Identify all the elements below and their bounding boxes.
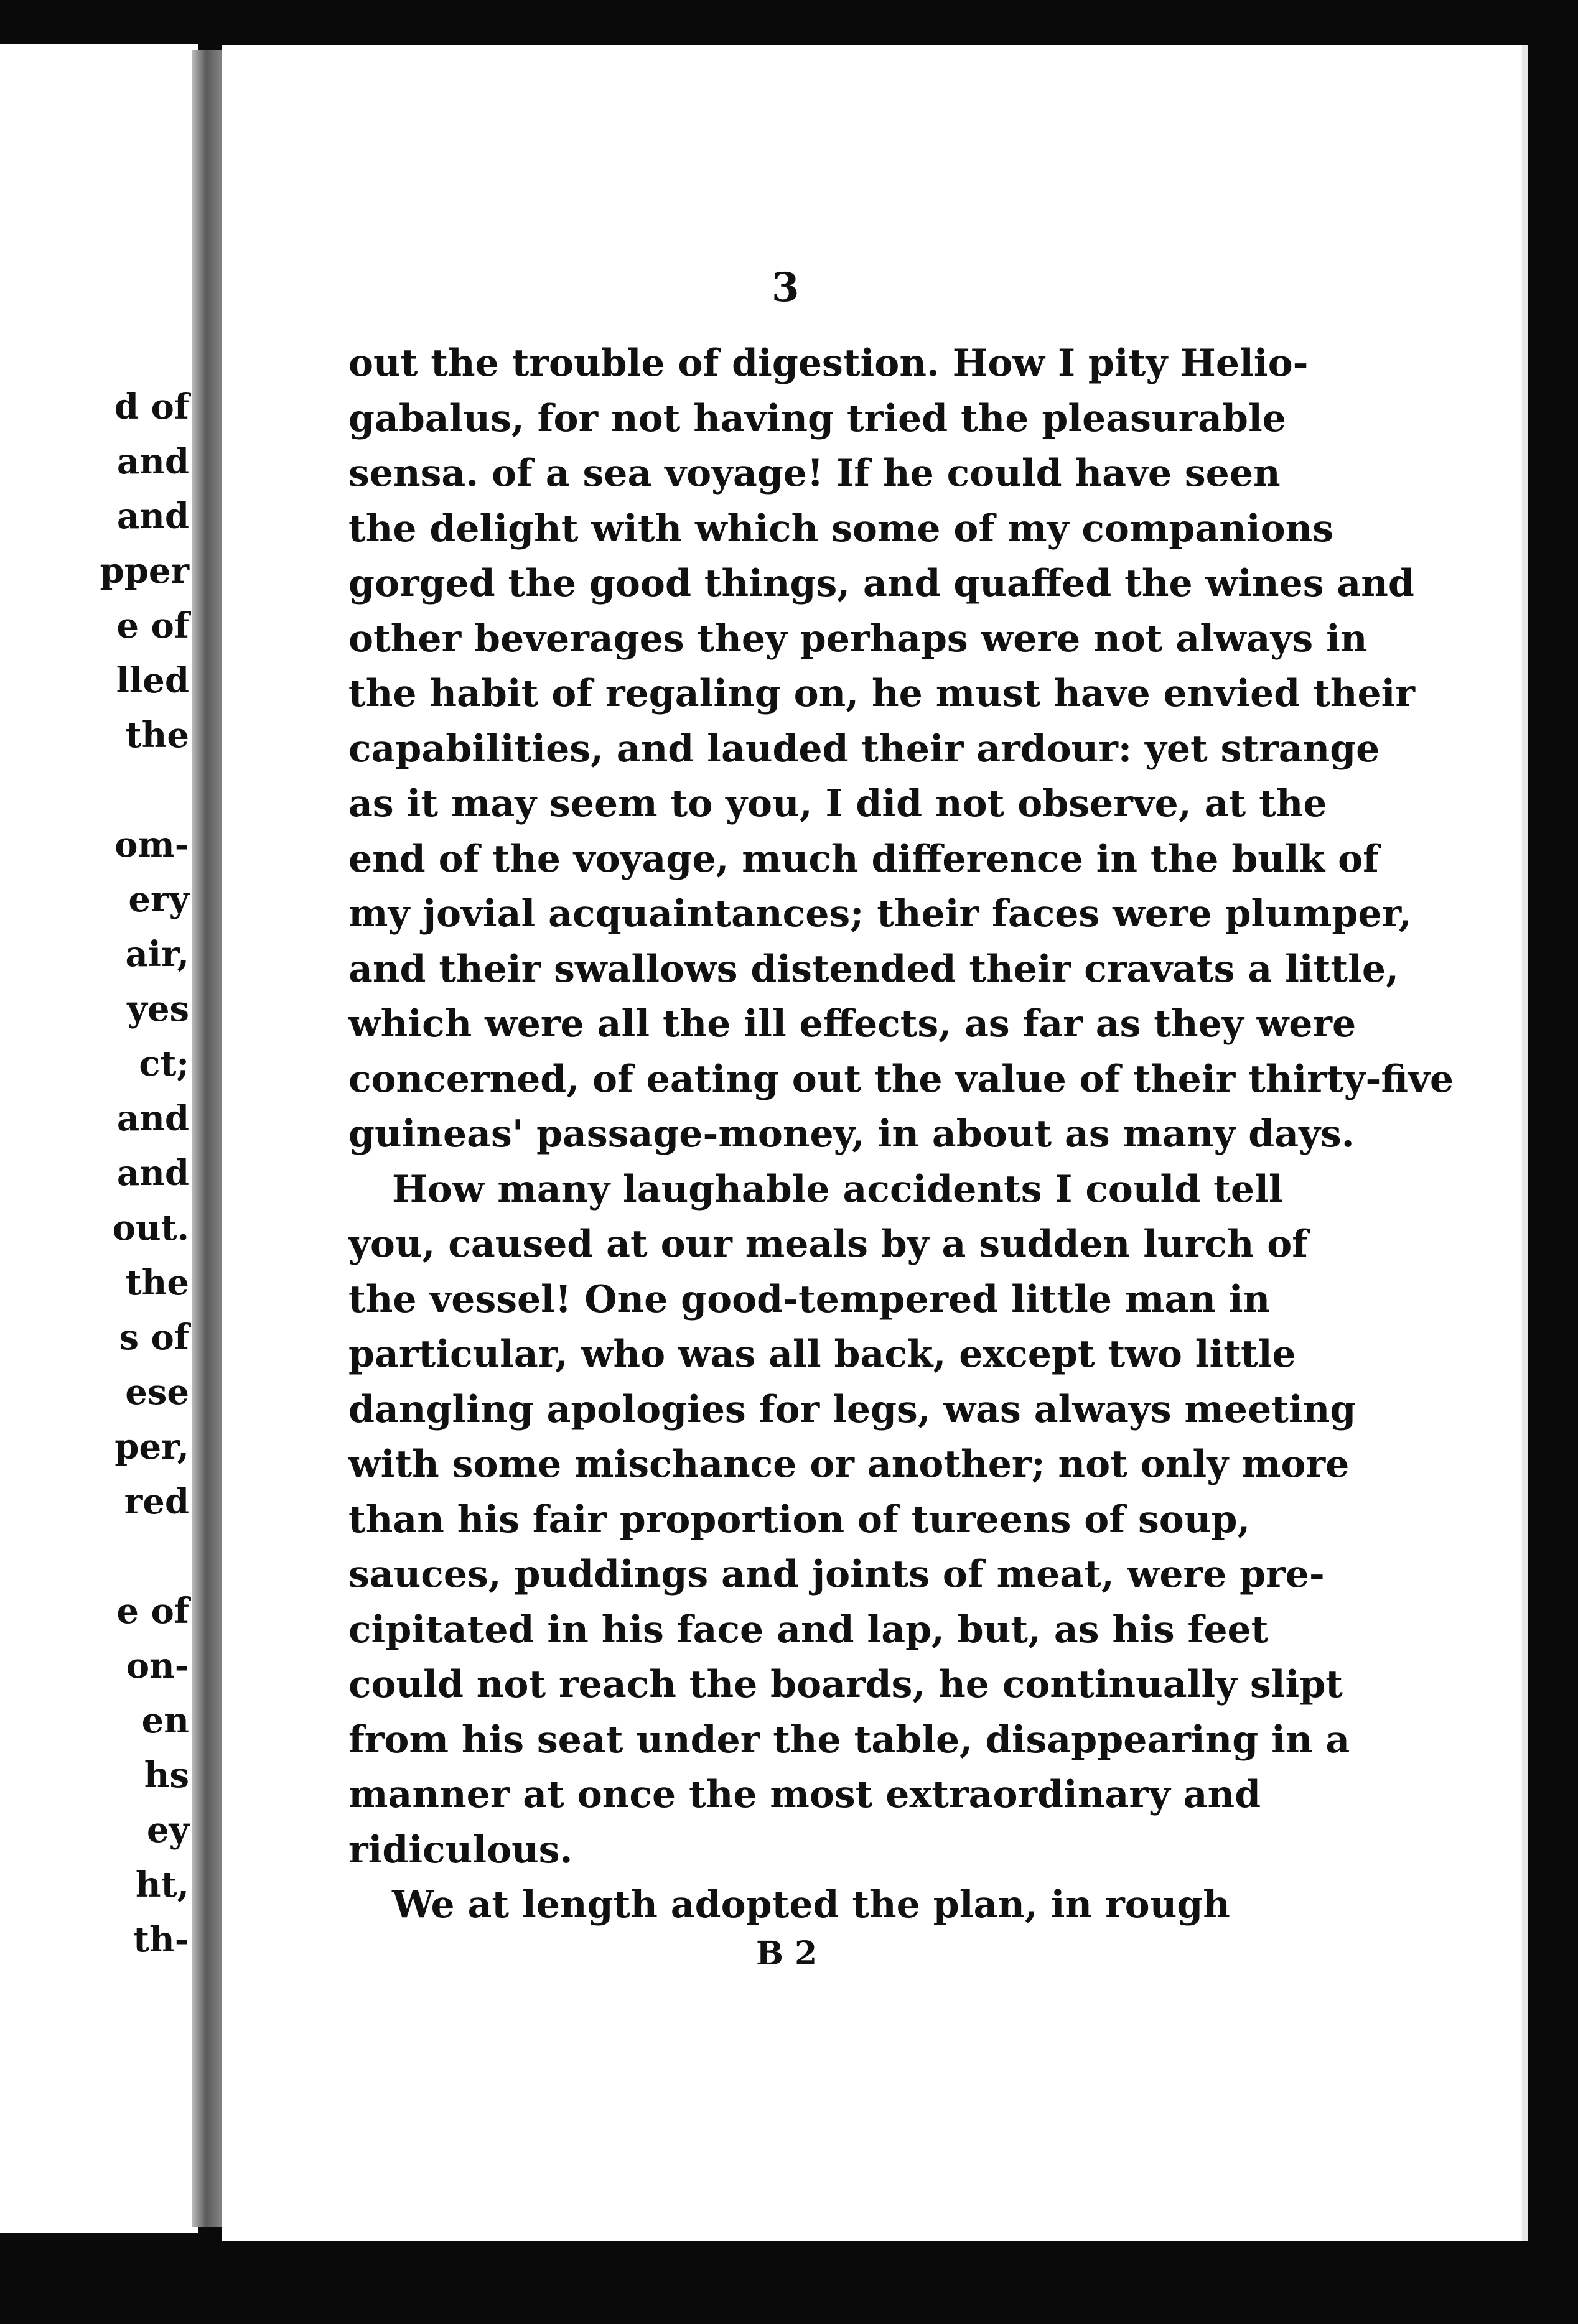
text-line: the habit of regaling on, he must have envied their <box>348 672 1416 715</box>
text-line: with some mischance or another; not only more <box>348 1443 1350 1486</box>
left-fragment-line: s of <box>119 1317 189 1358</box>
left-fragment-line: en <box>141 1700 189 1741</box>
left-fragment-line: and <box>116 496 189 537</box>
book-gutter <box>192 50 224 2227</box>
left-page <box>0 44 198 2233</box>
text-line: dangling apologies for legs, was always meeting <box>348 1387 1356 1431</box>
text-line: capabilities, and lauded their ardour: yet strange <box>348 727 1380 771</box>
left-fragment-line: e of <box>116 1591 189 1632</box>
left-fragment-line: ct; <box>139 1043 189 1084</box>
left-fragment-line: th- <box>133 1919 189 1960</box>
text-line: gabalus, for not having tried the pleasurable <box>348 396 1286 440</box>
text-line: which were all the ill effects, as far as they were <box>348 1002 1356 1046</box>
text-line: out the trouble of digestion. How I pity Helio- <box>348 342 1309 385</box>
left-fragment-line: ey <box>146 1810 189 1851</box>
text-line: the vessel! One good-tempered little man in <box>348 1277 1271 1321</box>
text-line: than his fair proportion of tureens of soup, <box>348 1497 1251 1541</box>
text-line: sensa. of a sea voyage! If he could have seen <box>348 452 1281 495</box>
left-fragment-line: and <box>116 441 189 482</box>
text-line: ridiculous. <box>348 1828 573 1872</box>
text-line: gorged the good things, and quaffed the wines and <box>348 562 1414 605</box>
left-fragment-line: per, <box>114 1426 189 1467</box>
left-fragment-line: on- <box>126 1645 189 1686</box>
left-fragment-line: red <box>124 1481 189 1522</box>
text-line: other beverages they perhaps were not always in <box>348 616 1368 661</box>
text-line: my jovial acquaintances; their faces were plumper, <box>348 892 1412 936</box>
body-text <box>348 336 1454 1933</box>
text-line: guineas' passage-money, in about as many days. <box>348 1112 1355 1156</box>
left-fragment-line: ht, <box>135 1864 189 1905</box>
text-line: sauces, puddings and joints of meat, were pre- <box>348 1553 1325 1596</box>
left-fragment-line: yes <box>127 988 189 1030</box>
left-fragment-line: out. <box>112 1207 189 1248</box>
text-line: How many laughable accidents I could tell <box>392 1167 1283 1211</box>
text-line: could not reach the boards, he continually slipt <box>348 1663 1343 1706</box>
page-edge <box>1522 45 1528 2241</box>
left-fragment-line: the <box>125 1262 189 1303</box>
text-line: and their swallows distended their cravats a little, <box>348 947 1399 991</box>
left-fragment-line: and <box>116 1098 189 1139</box>
left-fragment-line: e of <box>116 605 189 646</box>
left-page-text <box>100 379 189 1967</box>
left-fragment-line: ese <box>125 1372 189 1413</box>
text-line: manner at once the most extraordinary and <box>348 1773 1261 1816</box>
left-fragment-line: ery <box>128 879 189 920</box>
text-line: particular, who was all back, except two little <box>348 1332 1296 1376</box>
text-line: end of the voyage, much difference in the bulk of <box>348 837 1379 881</box>
left-fragment-line: om- <box>114 824 189 865</box>
page-number: 3 <box>772 264 800 311</box>
left-fragment-line: the <box>125 715 189 756</box>
text-line: cipitated in his face and lap, but, as his feet <box>348 1607 1269 1652</box>
left-fragment-line: and <box>116 1153 189 1194</box>
left-fragment-line: pper <box>100 551 189 592</box>
left-fragment-line <box>100 1529 189 1584</box>
left-fragment-line <box>100 763 189 817</box>
left-fragment-line: d of <box>114 386 189 427</box>
text-line: as it may seem to you, I did not observe, at the <box>348 782 1327 825</box>
text-line: We at length adopted the plan, in rough <box>392 1883 1230 1927</box>
text-line: concerned, of eating out the value of their thirty-five <box>348 1057 1454 1101</box>
text-line: you, caused at our meals by a sudden lurch of <box>348 1222 1309 1266</box>
left-fragment-line: lled <box>116 660 189 701</box>
text-line: from his seat under the table, disappearing in a <box>348 1717 1350 1762</box>
text-line: the delight with which some of my companions <box>348 506 1334 551</box>
left-fragment-line: air, <box>125 934 189 975</box>
left-fragment-line: hs <box>144 1755 189 1796</box>
signature-mark: B 2 <box>756 1935 818 1973</box>
